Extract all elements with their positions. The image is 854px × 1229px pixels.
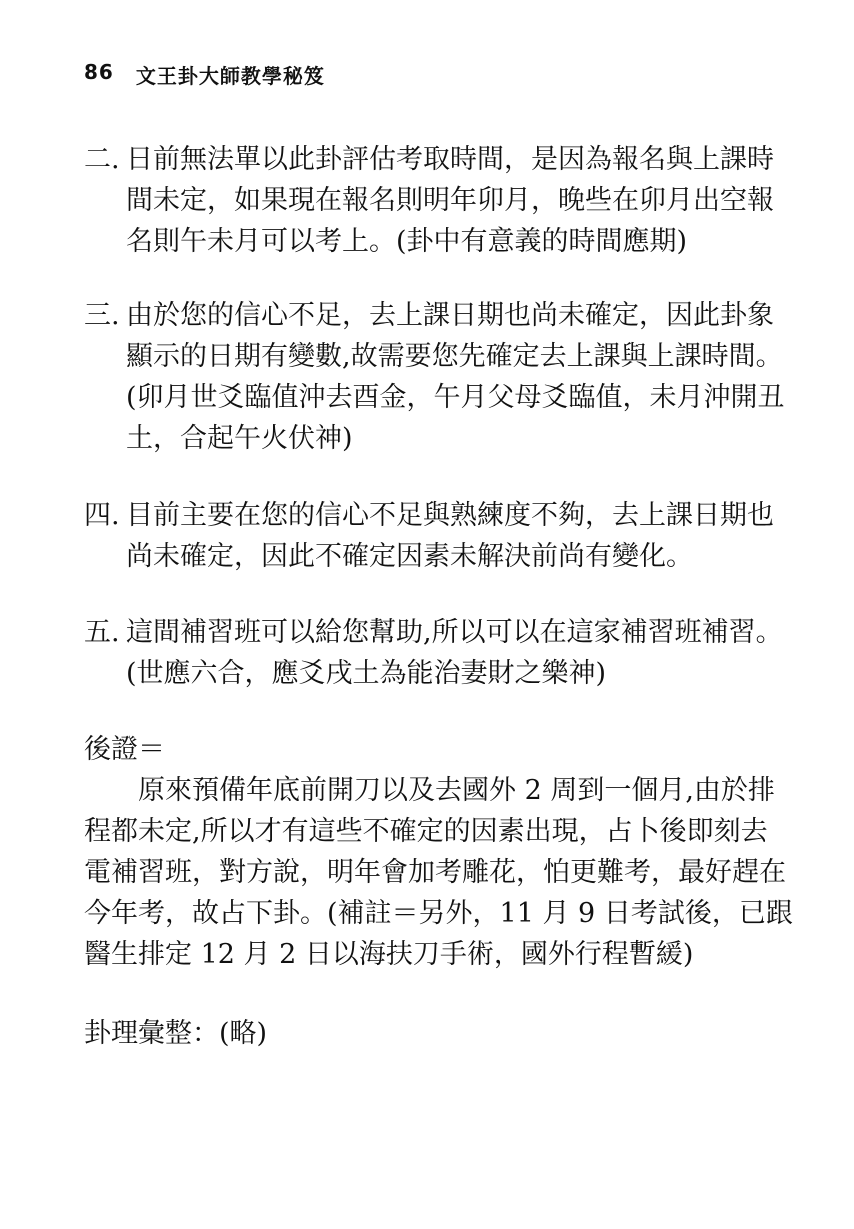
text-line: 電補習班，對方說，明年會加考雕花，怕更難考，最好趕在 — [84, 857, 786, 888]
item-text — [126, 139, 774, 262]
item-number: 五. — [84, 617, 120, 648]
text-line: 目前主要在您的信心不足與熟練度不夠，去上課日期也 — [126, 500, 774, 531]
item-number: 三. — [84, 300, 120, 331]
text-line: 原來預備年底前開刀以及去國外 2 周到一個月,由於排 — [84, 775, 775, 806]
numbered-item-3 — [84, 295, 785, 459]
numbered-item-2 — [84, 139, 774, 262]
numbered-item-5 — [84, 612, 783, 694]
item-number: 二. — [84, 144, 120, 175]
text-line: 間未定，如果現在報名則明年卯月，晚些在卯月出空報 — [126, 185, 774, 216]
text-line: 名則午未月可以考上。(卦中有意義的時間應期) — [126, 226, 688, 257]
item-text — [126, 612, 783, 694]
numbered-item-4 — [84, 495, 774, 577]
text-line: (卯月世爻臨值沖去酉金，午月父母爻臨值，未月沖開丑 — [126, 382, 785, 413]
postscript-heading: 後證＝ — [84, 734, 165, 765]
text-line: 這間補習班可以給您幫助,所以可以在這家補習班補習。 — [126, 617, 783, 648]
text-line: 由於您的信心不足，去上課日期也尚未確定，因此卦象 — [126, 300, 774, 331]
text-line: 醫生排定 12 月 2 日以海扶刀手術，國外行程暫緩) — [84, 939, 694, 970]
book-title: 文王卦大師教學秘笈 — [135, 64, 325, 88]
item-text — [126, 295, 785, 459]
text-line: 尚未確定，因此不確定因素未解決前尚有變化。 — [126, 541, 693, 572]
text-line: 顯示的日期有變數,故需要您先確定去上課與上課時間。 — [126, 341, 783, 372]
page-number: 86 — [84, 60, 114, 84]
item-number: 四. — [84, 500, 120, 531]
text-line: 程都未定,所以才有這些不確定的因素出現，占卜後即刻去 — [84, 816, 768, 847]
text-line: 土，合起午火伏神) — [126, 423, 353, 454]
summary-text: 卦理彙整：(略) — [84, 1018, 268, 1049]
postscript — [84, 729, 793, 975]
item-text — [126, 495, 774, 577]
text-line: 今年考，故占下卦。(補註＝另外，11 月 9 日考試後，已跟 — [84, 898, 793, 929]
text-line: (世應六合，應爻戌土為能治妻財之樂神) — [126, 658, 607, 689]
summary — [84, 1013, 774, 1054]
text-line: 日前無法單以此卦評估考取時間，是因為報名與上課時 — [126, 144, 774, 175]
page-header — [84, 60, 325, 89]
